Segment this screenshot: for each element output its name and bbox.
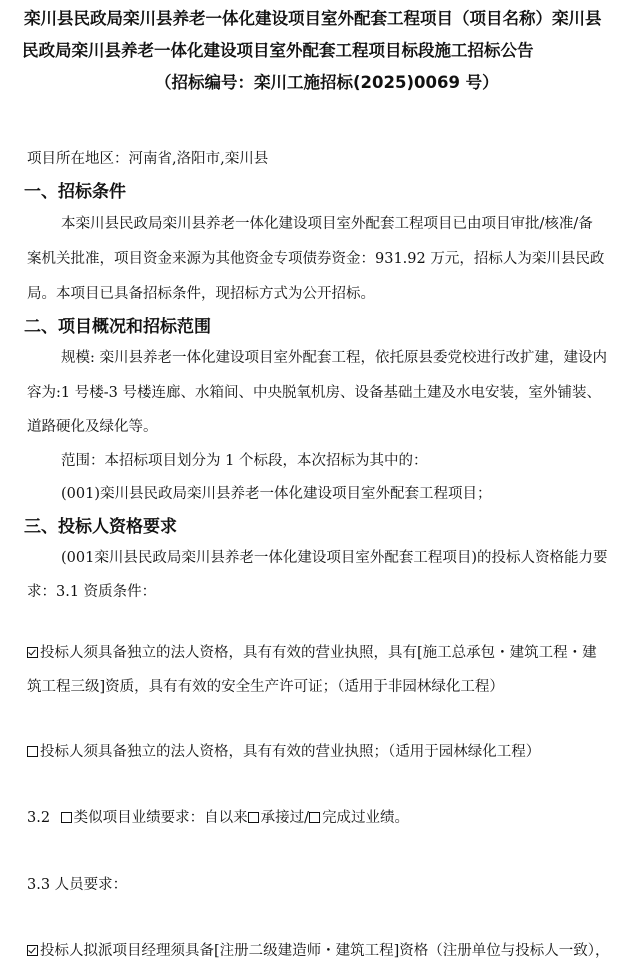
- qualification-requirement-1-cont: 筑工程三级]资质，具有有效的安全生产许可证；（适用于非园林绿化工程）: [27, 679, 504, 695]
- section-2-lot-line: (001)栾川县民政局栾川县养老一体化建设项目室外配套工程项目；: [61, 486, 492, 502]
- checkbox-unchecked-icon: [309, 812, 320, 823]
- requirement-2-text: 投标人须具备独立的法人资格，具有有效的营业执照；（适用于园林绿化工程）: [40, 744, 541, 760]
- section-1-heading: 一、招标条件: [24, 182, 126, 202]
- checkbox-checked-icon: [27, 945, 38, 956]
- checkbox-checked-icon: [27, 647, 38, 658]
- checkbox-unchecked-icon: [248, 812, 259, 823]
- section-2-heading: 二、项目概况和招标范围: [24, 317, 211, 337]
- qualification-requirement-2: [27, 743, 540, 761]
- section-3-intro-line: 求：3.1 资质条件：: [27, 584, 157, 600]
- item-3-2-option-1: 承接过/: [260, 810, 310, 826]
- personnel-requirement: [27, 942, 610, 960]
- checkbox-unchecked-icon: [61, 812, 72, 823]
- section-1-text-line: 局。本项目已具备招标条件，现招标方式为公开招标。: [27, 286, 375, 302]
- section-3-intro-line: (001栾川县民政局栾川县养老一体化建设项目室外配套工程项目)的投标人资格能力要: [61, 550, 608, 566]
- title-line-1: 栾川县民政局栾川县养老一体化建设项目室外配套工程项目（项目名称）栾川县: [24, 9, 602, 28]
- item-3-2-text: 类似项目业绩要求：自以来: [73, 810, 248, 826]
- title-line-2: 民政局栾川县养老一体化建设项目室外配套工程项目标段施工招标公告: [22, 41, 534, 60]
- item-3-2: [27, 809, 409, 827]
- title-line-3: （招标编号：栾川工施招标(2025)0069 号）: [155, 73, 499, 92]
- section-3-heading: 三、投标人资格要求: [24, 517, 177, 537]
- item-3-2-number: 3.2: [27, 810, 55, 826]
- project-region: 项目所在地区：河南省,洛阳市,栾川县: [27, 151, 269, 167]
- item-3-2-option-2: 完成过业绩。: [322, 810, 410, 826]
- personnel-requirement-text: 投标人拟派项目经理须具备[注册二级建造师・建筑工程]资格（注册单位与投标人一致），: [40, 943, 610, 959]
- section-2-scale-line: 规模: 栾川县养老一体化建设项目室外配套工程，依托原县委党校进行改扩建，建设内: [61, 350, 607, 366]
- section-2-scale-line: 道路硬化及绿化等。: [27, 419, 158, 435]
- qualification-requirement-1: [27, 644, 597, 662]
- item-3-3: 3.3 人员要求：: [27, 877, 128, 893]
- section-1-text-line: 本栾川县民政局栾川县养老一体化建设项目室外配套工程项目已由项目审批/核准/备: [61, 216, 593, 232]
- section-2-scope-line: 范围：本招标项目划分为 1 个标段，本次招标为其中的：: [61, 453, 428, 469]
- section-1-text-line: 案机关批准，项目资金来源为其他资金专项债券资金：931.92 万元，招标人为栾川县民政: [27, 251, 605, 267]
- requirement-1-text: 投标人须具备独立的法人资格，具有有效的营业执照，具有[施工总承包・建筑工程・建: [40, 645, 597, 661]
- section-2-scale-line: 容为:1 号楼-3 号楼连廊、水箱间、中央脱氧机房、设备基础土建及水电安装，室外铺装、: [27, 385, 601, 401]
- checkbox-unchecked-icon: [27, 746, 38, 757]
